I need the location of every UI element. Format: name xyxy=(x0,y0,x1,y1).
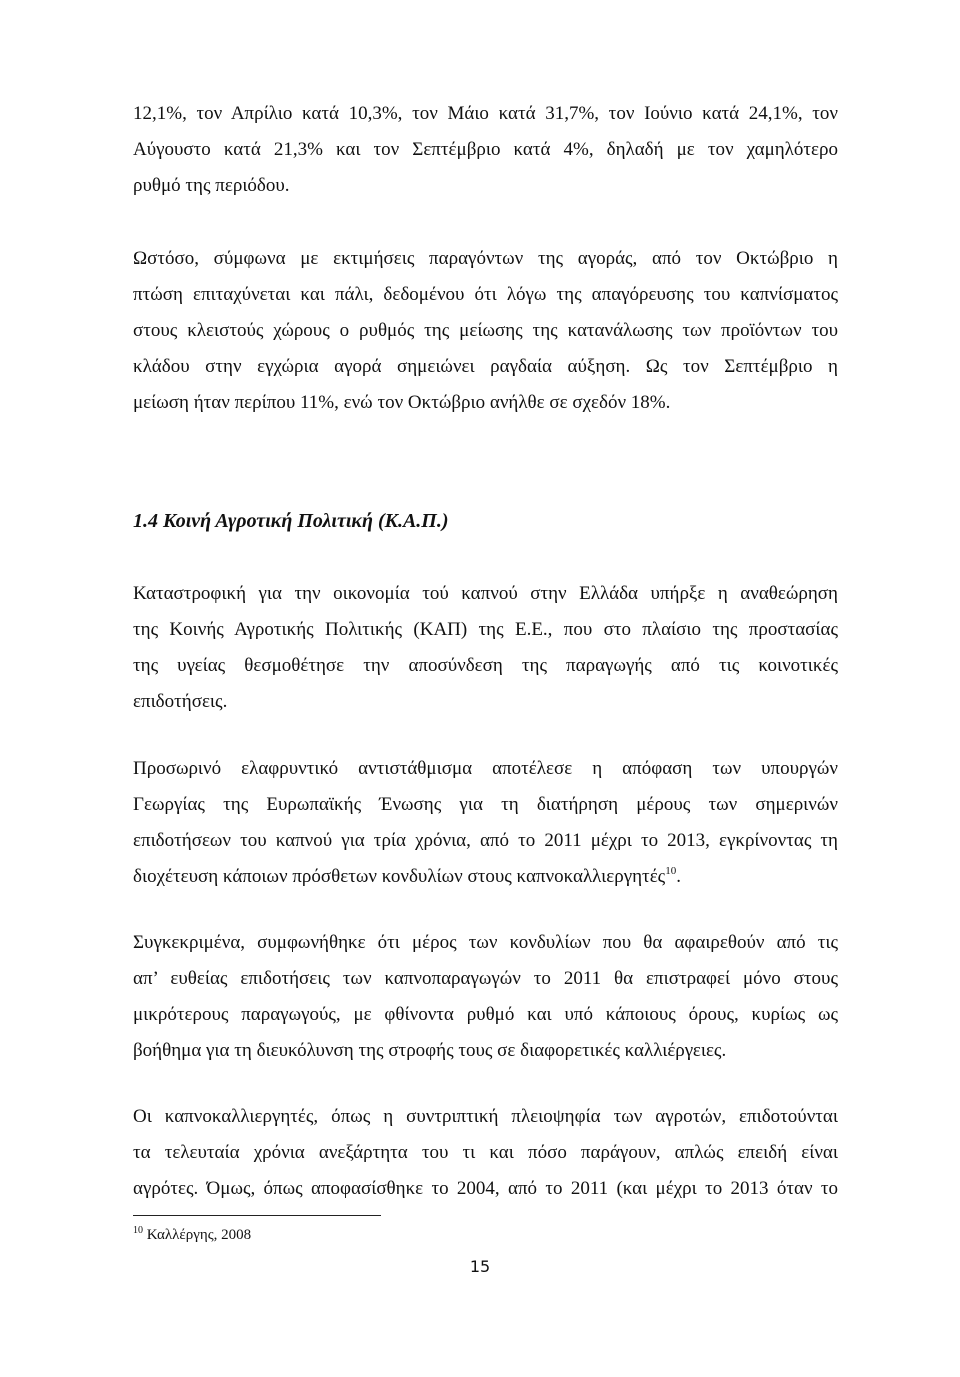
paragraph-3 xyxy=(133,576,838,720)
text-line: Συγκεκριμένα, συμφωνήθηκε ότι μέρος των κονδυλίων που θα αφαιρεθούν από τις xyxy=(133,932,838,953)
text-line: επιδοτήσεων του καπνού για τρία χρόνια, από το 2011 μέχρι το 2013, εγκρίνοντας τη xyxy=(133,830,838,851)
footnote-number: 10 xyxy=(133,1225,143,1236)
text-segment: διοχέτευση κάποιων πρόσθετων κονδυλίων στους καπνοκαλλιεργητές xyxy=(133,866,666,887)
text-line: Αύγουστο κατά 21,3% και τον Σεπτέμβριο κατά 4%, δηλαδή με τον χαμηλότερο xyxy=(133,139,838,160)
text-line: της Κοινής Αγροτικής Πολιτικής (ΚΑΠ) της Ε.Ε., που στο πλαίσιο της προστασίας xyxy=(133,619,838,640)
text-line: Οι καπνοκαλλιεργητές, όπως η συντριπτική πλειοψηφία των αγροτών, επιδοτούνται xyxy=(133,1106,838,1127)
text-segment: . xyxy=(676,866,681,887)
text-line: Καταστροφική για την οικονομία τού καπνού στην Ελλάδα υπήρξε η αναθεώρηση xyxy=(133,583,838,604)
text-line: πτώση επιταχύνεται και πάλι, δεδομένου ότι λόγω της απαγόρευσης του καπνίσματος xyxy=(133,284,838,305)
section-heading: 1.4 Κοινή Αγροτική Πολιτική (Κ.Α.Π.) xyxy=(133,510,449,532)
paragraph-1 xyxy=(133,96,838,204)
paragraph-6 xyxy=(133,1099,838,1207)
page-number: 15 xyxy=(469,1257,491,1276)
text-line: Γεωργίας της Ευρωπαϊκής Ένωσης για τη διατήρηση μέρους των σημερινών xyxy=(133,794,838,815)
text-line: μείωση ήταν περίπου 11%, ενώ τον Οκτώβριο ανήλθε σε σχεδόν 18%. xyxy=(133,392,671,413)
text-line: ρυθμό της περιόδου. xyxy=(133,175,290,196)
text-line: αγρότες. Όμως, όπως αποφασίσθηκε το 2004, από το 2011 (και μέχρι το 2013 όταν το xyxy=(133,1178,838,1199)
text-line xyxy=(133,859,838,895)
text-line: βοήθημα για τη διευκόλυνση της στροφής τους σε διαφορετικές καλλιέργειες. xyxy=(133,1040,727,1061)
text-line: μικρότερους παραγωγούς, με φθίνοντα ρυθμό και υπό κάποιους όρους, κυρίως ως xyxy=(133,1004,838,1025)
footnote-reference[interactable]: 10 xyxy=(665,865,677,877)
text-line: στους κλειστούς χώρους ο ρυθμός της μείωσης της κατανάλωσης των προϊόντων του xyxy=(133,320,838,341)
text-line: επιδοτήσεις. xyxy=(133,691,228,712)
text-line: 12,1%, τον Απρίλιο κατά 10,3%, τον Μάιο κατά 31,7%, τον Ιούνιο κατά 24,1%, τον xyxy=(133,103,838,124)
paragraph-4 xyxy=(133,751,838,895)
text-line: κλάδου στην εγχώρια αγορά σημειώνει ραγδαία αύξηση. Ως τον Σεπτέμβριο η xyxy=(133,356,838,377)
footnote-text: Καλλέργης, 2008 xyxy=(146,1227,252,1243)
text-line: τα τελευταία χρόνια ανεξάρτητα του τι και πόσο παράγουν, απλώς επειδή είναι xyxy=(133,1142,838,1163)
text-line: της υγείας θεσμοθέτησε την αποσύνδεση της παραγωγής από τις κοινοτικές xyxy=(133,655,838,676)
paragraph-5 xyxy=(133,925,838,1069)
paragraph-2 xyxy=(133,241,838,421)
footnote-divider xyxy=(133,1215,381,1216)
text-line: Προσωρινό ελαφρυντικό αντιστάθμισμα αποτέλεσε η απόφαση των υπουργών xyxy=(133,758,838,779)
text-line: απ’ ευθείας επιδοτήσεις των καπνοπαραγωγών το 2011 θα επιστραφεί μόνο στους xyxy=(133,968,838,989)
text-line: Ωστόσο, σύμφωνα με εκτιμήσεις παραγόντων της αγοράς, από τον Οκτώβριο η xyxy=(133,248,838,269)
footnote xyxy=(133,1224,251,1246)
